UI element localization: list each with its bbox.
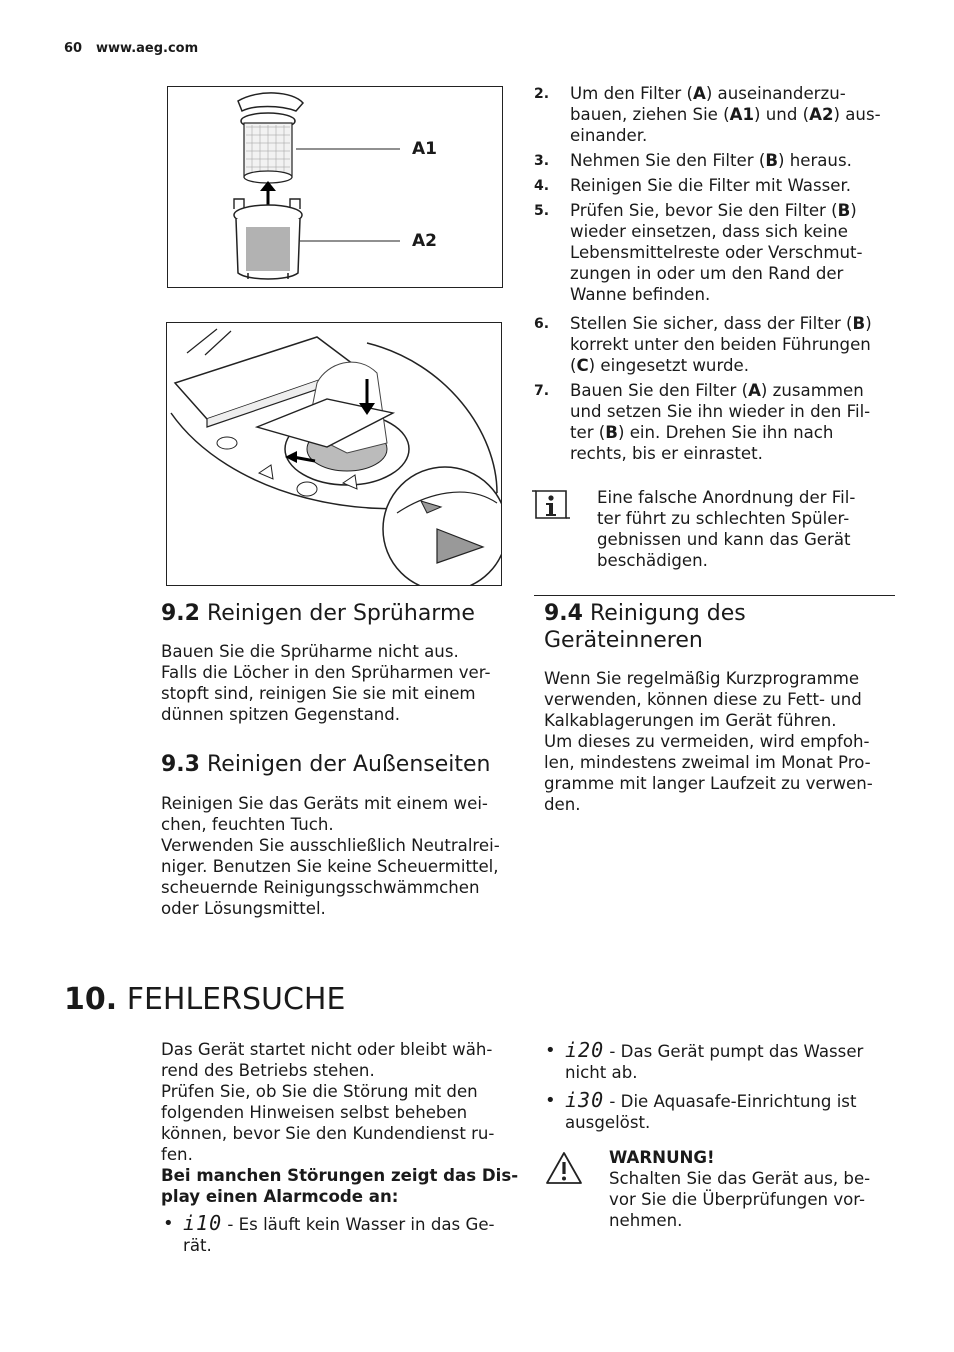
alarm-item-i20: [543, 1040, 893, 1083]
column-divider: [534, 595, 895, 596]
warning-title: WARNUNG!: [609, 1148, 715, 1167]
filter-figure: [167, 86, 503, 288]
filter-illustration: [168, 87, 502, 287]
bullet-icon: •: [163, 1213, 174, 1234]
step-number: 4.: [534, 178, 550, 194]
alarm-text: - Die Aquasafe-Einrichtung ist ausgelöst.: [565, 1092, 857, 1132]
bullet-icon: •: [545, 1040, 556, 1061]
section-9-3-heading: [161, 751, 521, 778]
step-text: Nehmen Sie den Filter (: [570, 151, 766, 170]
step-ref: A: [692, 84, 706, 103]
step-text: Um den Filter (: [570, 84, 693, 103]
section-9-4-body: Wenn Sie regelmäßig Kurzprogramme verwenden, können diese zu Fett- und Kalkablagerungen im Gerät führen. Um dieses zu vermeiden, wird empfoh- len, mindestens zweimal im Monat Pro- gramme mit langer Laufzeit zu verwen- den.: [544, 669, 873, 814]
step-text: Stellen Sie sicher, dass der Filter (: [570, 314, 853, 333]
step-text: Reinigen Sie die Filter mit Wasser.: [570, 176, 852, 195]
troubleshooting-intro: Das Gerät startet nicht oder bleibt wäh- rend des Betriebs stehen. Prüfen Sie, ob Sie die Störung mit den folgenden Hinweisen selbst beheben können, bevor Sie den Kundendienst ru- fen.: [161, 1040, 495, 1164]
step-item: [534, 175, 894, 196]
step-text: Prüfen Sie, bevor Sie den Filter (: [570, 201, 838, 220]
section-9-3-body: Reinigen Sie das Geräts mit einem wei- chen, feuchten Tuch. Verwenden Sie ausschließlich Neutralrei- niger. Benutzen Sie keine Scheuermittel, scheuernde Reinigungsschwämmchen oder Lösungsmittel.: [161, 794, 500, 918]
step-number: 2.: [534, 86, 550, 102]
step-text: ) eingesetzt wurde.: [588, 356, 749, 375]
alarm-code: i10: [183, 1211, 223, 1235]
website-link[interactable]: www.aeg.com: [96, 41, 199, 56]
troubleshooting-right-column: [543, 1040, 893, 1133]
troubleshooting-left-column: [161, 1039, 521, 1256]
step-ref: B: [765, 151, 778, 170]
step-ref: B: [605, 423, 618, 442]
warning-block: [609, 1147, 894, 1231]
step-number: 5.: [534, 203, 550, 219]
chapter-number: 10.: [64, 982, 118, 1017]
section-number: 9.2: [161, 601, 200, 626]
warning-icon: [544, 1150, 584, 1186]
page-number: 60: [64, 41, 83, 56]
step-text: ) heraus.: [777, 151, 852, 170]
step-text: ) wieder einsetzen, dass sich keine Lebensmittelreste oder Verschmut- zungen in oder um den Rand der Wanne befinden.: [570, 201, 863, 304]
alarm-code: i20: [565, 1038, 605, 1062]
step-text: ) zusammen und setzen Sie ihn wieder in den Fil- ter (: [570, 381, 871, 442]
info-note-text: Eine falsche Anordnung der Fil- ter führt zu schlechten Spüler- gebnissen und kann das Gerät beschädigen.: [597, 488, 856, 570]
section-number: 9.3: [161, 752, 200, 777]
warning-text: Schalten Sie das Gerät aus, be- vor Sie die Überprüfungen vor- nehmen.: [609, 1169, 871, 1230]
step-ref: B: [837, 201, 851, 220]
step-text: ) und (: [754, 105, 810, 124]
step-number: 3.: [534, 153, 550, 169]
alarm-code: i30: [565, 1088, 605, 1112]
step-number: 6.: [534, 316, 550, 332]
label-a2: A2: [412, 231, 437, 251]
alarm-item-i30: [543, 1090, 893, 1133]
bullet-icon: •: [545, 1090, 556, 1111]
step-text: ) korrekt unter den beiden Führungen (: [570, 314, 872, 375]
insertion-illustration: [167, 323, 501, 585]
step-text: ) aus- einander.: [570, 105, 881, 145]
section-9-2-heading: [161, 600, 521, 627]
step-item: [534, 380, 894, 464]
section-title: Reinigen der Außenseiten: [206, 752, 491, 777]
section-title: Reinigen der Sprüharme: [206, 601, 475, 626]
info-icon: [532, 488, 570, 524]
label-a1: A1: [412, 139, 437, 159]
step-number: 7.: [534, 383, 550, 399]
step-text: ) auseinanderzu- bauen, ziehen Sie (: [570, 84, 846, 124]
section-9-2-body: Bauen Sie die Sprüharme nicht aus. Falls die Löcher in den Sprüharmen ver- stopft sind, reinigen Sie sie mit einem dünnen spitzen Gegenstand.: [161, 642, 491, 724]
step-ref: A2: [809, 105, 834, 124]
alarm-text: - Das Gerät pumpt das Wasser nicht ab.: [565, 1042, 864, 1082]
step-item: [534, 313, 894, 376]
step-ref: B: [852, 314, 866, 333]
step-item: [534, 83, 894, 146]
section-9-4-heading: [544, 600, 894, 654]
alarm-item-i10: [161, 1213, 521, 1256]
filter-steps-list: [534, 83, 894, 468]
step-text: Bauen Sie den Filter (: [570, 381, 749, 400]
section-title: Reinigung des Geräteinneren: [544, 601, 746, 653]
step-ref: A1: [729, 105, 755, 124]
step-ref: A: [748, 381, 761, 400]
step-text: ) ein. Drehen Sie ihn nach rechts, bis er einrastet.: [570, 423, 834, 463]
chapter-title: FEHLERSUCHE: [126, 982, 346, 1017]
step-ref: C: [576, 356, 589, 375]
step-item: [534, 150, 894, 171]
insertion-figure: [166, 322, 502, 586]
alarm-code-intro: Bei manchen Störungen zeigt das Dis- play einen Alarmcode an:: [161, 1166, 519, 1206]
step-item: [534, 200, 894, 305]
alarm-text: - Es läuft kein Wasser in das Ge- rät.: [183, 1215, 495, 1255]
chapter-10-heading: [64, 982, 345, 1018]
section-number: 9.4: [544, 601, 583, 626]
